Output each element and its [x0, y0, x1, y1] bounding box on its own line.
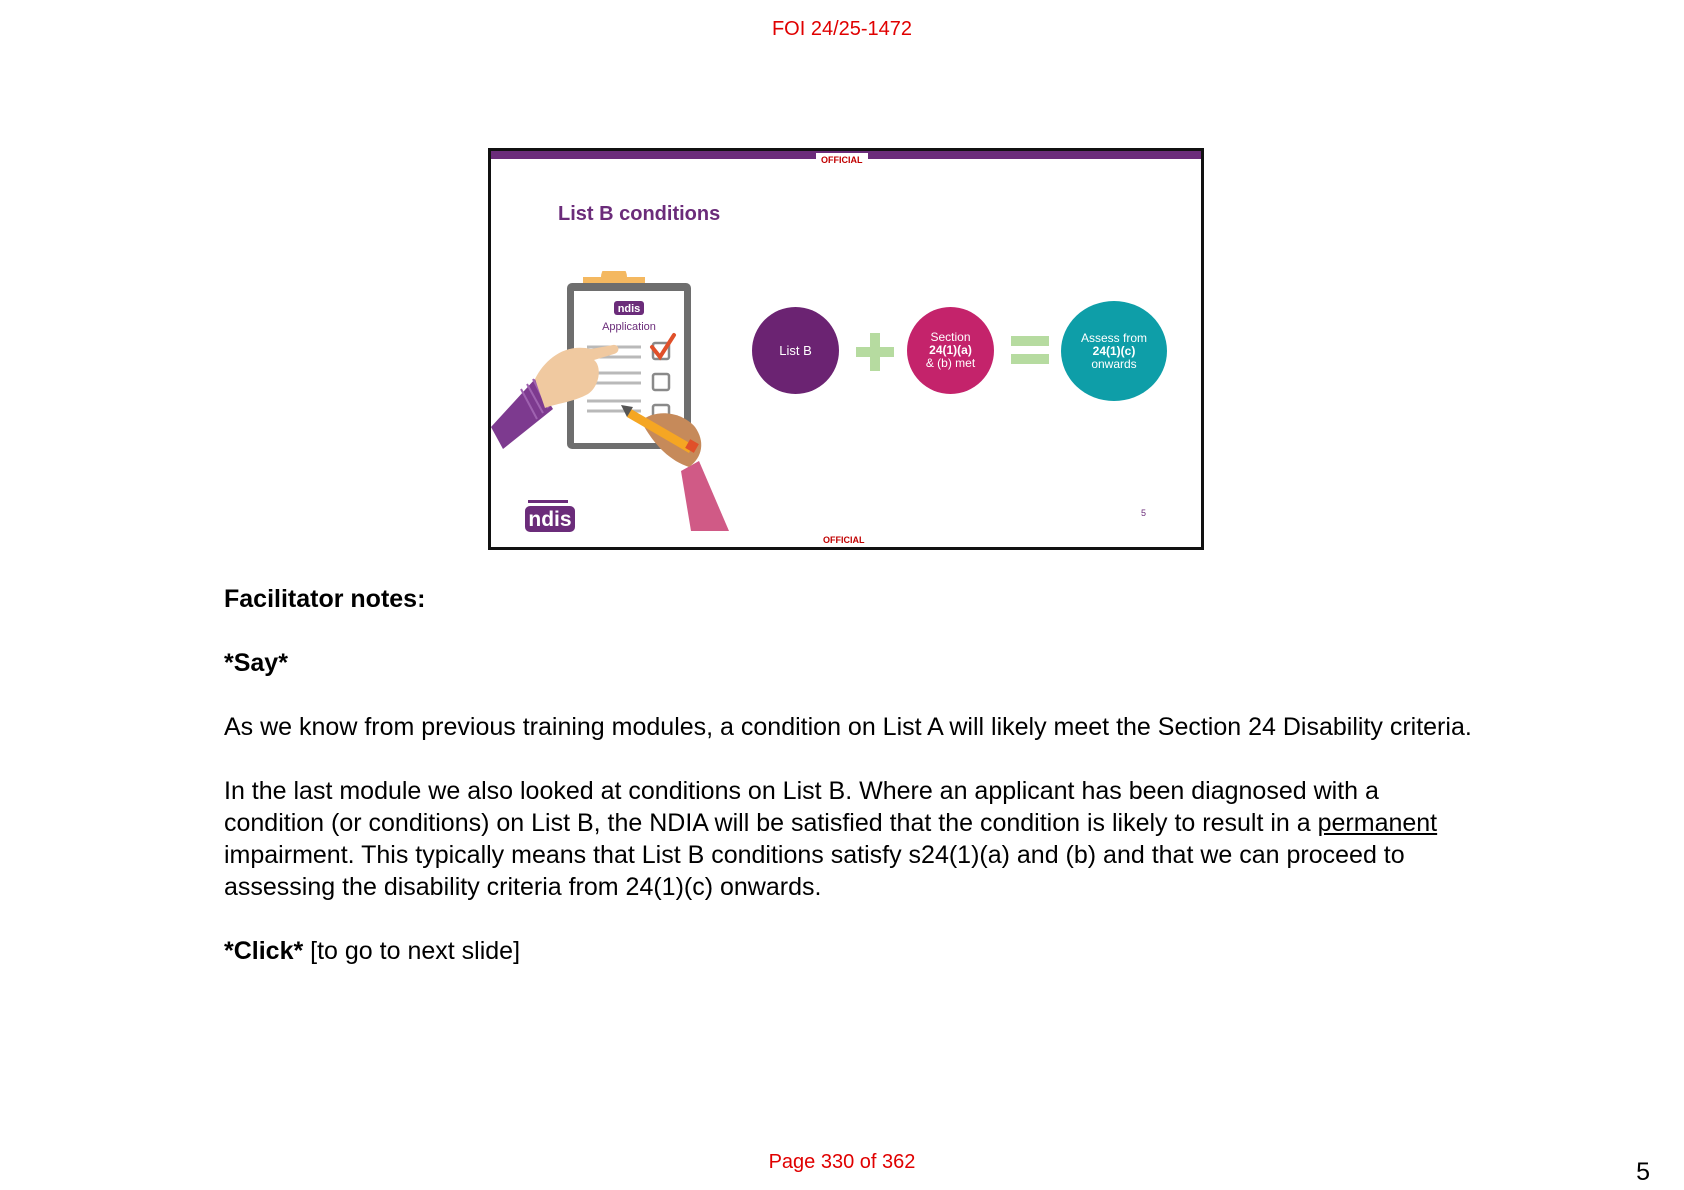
foi-reference: FOI 24/25-1472 — [771, 18, 913, 40]
list-b-circle — [752, 307, 839, 394]
click-instruction — [224, 935, 1484, 967]
plus-icon — [856, 333, 894, 371]
application-clipboard-illustration — [491, 271, 741, 531]
page-number: 5 — [1636, 1158, 1650, 1186]
ndis-logo — [525, 500, 575, 532]
click-label: *Click* — [224, 937, 304, 965]
notes-paragraph-2 — [224, 775, 1484, 903]
classification-label-top: OFFICIAL — [816, 153, 868, 167]
list-b-circle-label: List B — [779, 343, 812, 358]
clipboard-logo-text: ndis — [617, 303, 641, 315]
assess-circle-line-3: onwards — [1091, 356, 1137, 371]
slide-number: 5 — [1141, 508, 1147, 518]
para2-underlined-word: permanent — [1317, 809, 1438, 837]
say-instruction: *Say* — [224, 649, 288, 677]
para2-text-a: In the last module we also looked at conditions on List B. Where an applicant has been diagnosed with a condition (or conditions) on List B, the NDIA will be satisfied that the condition is likely to result in a — [224, 777, 1379, 837]
assess-circle-line-2: 24(1)(c) — [1092, 343, 1136, 358]
slide-thumbnail — [488, 148, 1204, 550]
section-circle-line-1: Section — [930, 330, 971, 344]
classification-label-bottom: OFFICIAL — [818, 533, 870, 547]
ndis-logo-text: ndis — [528, 508, 572, 531]
section-24-circle — [907, 307, 994, 394]
facilitator-notes — [224, 583, 1484, 967]
assess-from-circle — [1061, 301, 1167, 401]
notes-heading: Facilitator notes: — [224, 585, 426, 613]
slide-title: List B conditions — [558, 203, 721, 225]
section-circle-line-3: & (b) met — [925, 356, 976, 370]
notes-paragraph-1: As we know from previous training modules, a condition on List A will likely meet the Section 24 Disability criteria. — [224, 713, 1472, 741]
page-label: Page 330 of 362 — [768, 1151, 916, 1173]
equals-icon — [1011, 336, 1049, 366]
assess-circle-line-1: Assess from — [1080, 330, 1147, 345]
clipboard-label-text: Application — [602, 321, 656, 333]
para2-text-b: impairment. This typically means that List B conditions satisfy s24(1)(a) and (b) and that we can proceed to assessing the disability criteria from 24(1)(c) onwards. — [224, 841, 1405, 901]
section-circle-line-2: 24(1)(a) — [929, 343, 972, 357]
click-description: [to go to next slide] — [303, 937, 521, 965]
